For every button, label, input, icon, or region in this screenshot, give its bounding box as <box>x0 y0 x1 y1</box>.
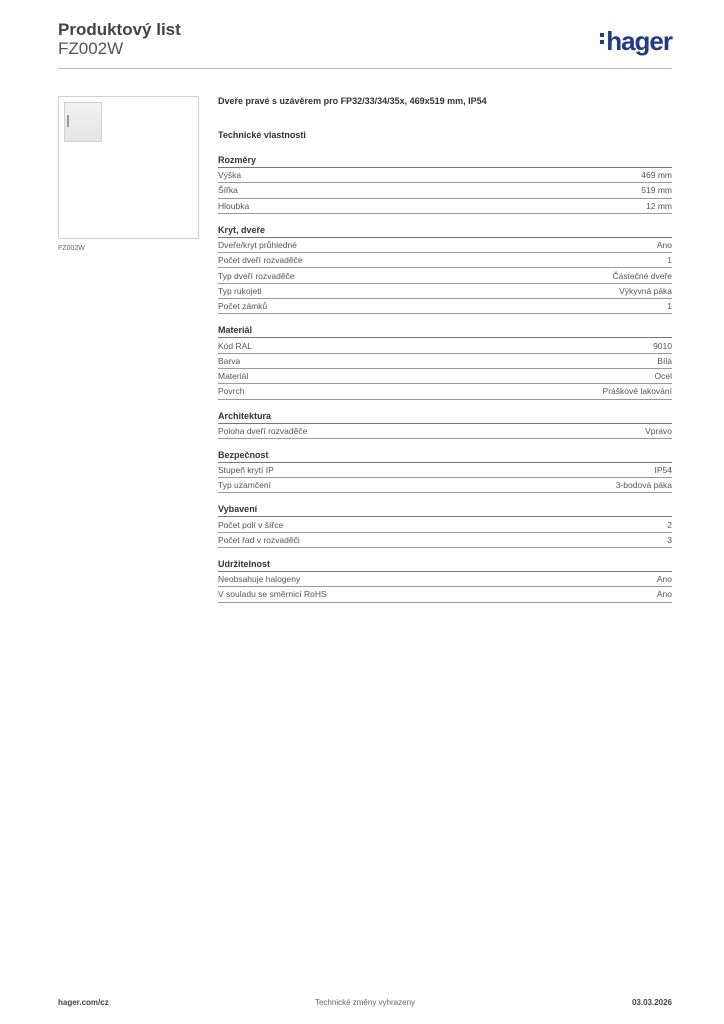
spec-row <box>218 369 672 384</box>
spec-section <box>218 224 672 314</box>
spec-row <box>218 238 672 253</box>
spec-value: 3-bodová páka <box>615 480 672 491</box>
spec-value: 1 <box>667 301 672 312</box>
spec-row <box>218 533 672 548</box>
spec-row <box>218 168 672 183</box>
spec-label: Neobsahuje halogeny <box>218 574 301 585</box>
spec-label: Počet řad v rozvaděči <box>218 534 300 545</box>
product-code: FZ002W <box>58 39 124 58</box>
spec-section <box>218 449 672 494</box>
spec-label: Barva <box>218 355 241 366</box>
spec-row <box>218 183 672 198</box>
spec-row <box>218 517 672 532</box>
spec-label: Počet dveří rozvaděče <box>218 255 303 266</box>
product-description: Dveře pravé s uzávěrem pro FP32/33/34/35x, 469x519 mm, IP54 <box>218 96 487 106</box>
spec-label: Šířka <box>218 185 238 196</box>
spec-section <box>218 154 672 214</box>
brand-logo <box>600 26 672 57</box>
spec-value: Ano <box>656 240 672 251</box>
product-image-caption: FZ002W <box>58 245 85 252</box>
spec-label: Materiál <box>218 371 249 382</box>
section-title: Bezpečnost <box>218 449 672 463</box>
spec-section <box>218 503 672 548</box>
spec-row <box>218 253 672 268</box>
section-title: Vybavení <box>218 503 672 517</box>
page-header <box>58 20 672 70</box>
spec-value: Ano <box>656 589 672 600</box>
spec-label: Stupeň krytí IP <box>218 465 274 475</box>
spec-value: Výkyvná páka <box>619 285 672 296</box>
spec-value: Bílá <box>657 355 672 366</box>
spec-row <box>218 338 672 353</box>
spec-value: 1 <box>667 255 672 266</box>
footer-date: 03.03.2026 <box>631 998 672 1007</box>
spec-sections <box>218 154 672 603</box>
section-title: Kryt, dveře <box>218 224 672 238</box>
spec-value: Částečné dveře <box>612 270 672 281</box>
specification-content <box>218 96 672 603</box>
spec-label: V souladu se směrnicí RoHS <box>218 589 327 600</box>
spec-row <box>218 354 672 369</box>
spec-value: 3 <box>667 534 672 545</box>
section-title: Udržitelnost <box>218 558 672 572</box>
footer-website-link[interactable]: hager.com/cz <box>58 998 109 1007</box>
spec-section <box>218 324 672 399</box>
spec-label: Typ uzamčení <box>218 480 271 491</box>
brand-logo-text: hager <box>606 26 672 56</box>
spec-value: 12 mm <box>646 200 672 211</box>
spec-value: Ano <box>656 574 672 585</box>
door-handle-icon <box>67 115 69 127</box>
page-title: Produktový list <box>58 20 181 39</box>
spec-label: Kód RAL <box>218 340 253 351</box>
spec-label: Poloha dveří rozvaděče <box>218 425 308 436</box>
spec-row <box>218 384 672 399</box>
spec-row <box>218 463 672 478</box>
spec-row <box>218 424 672 439</box>
product-image-frame <box>58 96 199 239</box>
spec-value: Vpravo <box>645 425 672 436</box>
spec-value: Ocel <box>654 371 672 382</box>
spec-row <box>218 268 672 283</box>
spec-section <box>218 410 672 439</box>
spec-label: Hloubka <box>218 200 250 211</box>
spec-value: 469 mm <box>641 170 672 181</box>
spec-label: Počet polí v šířce <box>218 519 284 530</box>
door-panel-image-icon <box>64 102 102 142</box>
footer-notice: Technické změny vyhrazeny <box>314 998 416 1007</box>
hager-logo-dots-icon <box>600 33 604 47</box>
spec-label: Dveře/kryt průhledné <box>218 240 297 251</box>
spec-label: Typ dveří rozvaděče <box>218 270 295 281</box>
spec-row <box>218 572 672 587</box>
spec-row <box>218 587 672 602</box>
section-title: Rozměry <box>218 154 672 168</box>
spec-value: Práškové lakování <box>602 386 672 397</box>
technical-properties-heading: Technické vlastnosti <box>218 130 306 140</box>
spec-row <box>218 478 672 493</box>
spec-label: Typ rukojeti <box>218 285 262 296</box>
spec-value: 9010 <box>653 340 672 351</box>
spec-value: IP54 <box>654 465 672 475</box>
spec-label: Počet zámků <box>218 301 268 312</box>
spec-row <box>218 284 672 299</box>
spec-row <box>218 299 672 314</box>
spec-section <box>218 558 672 603</box>
header-divider <box>58 68 672 69</box>
spec-label: Povrch <box>218 386 245 397</box>
section-title: Materiál <box>218 324 672 338</box>
spec-value: 2 <box>667 519 672 530</box>
spec-value: 519 mm <box>641 185 672 196</box>
spec-label: Výška <box>218 170 242 181</box>
spec-row <box>218 199 672 214</box>
page-footer <box>58 998 672 1010</box>
section-title: Architektura <box>218 410 672 424</box>
